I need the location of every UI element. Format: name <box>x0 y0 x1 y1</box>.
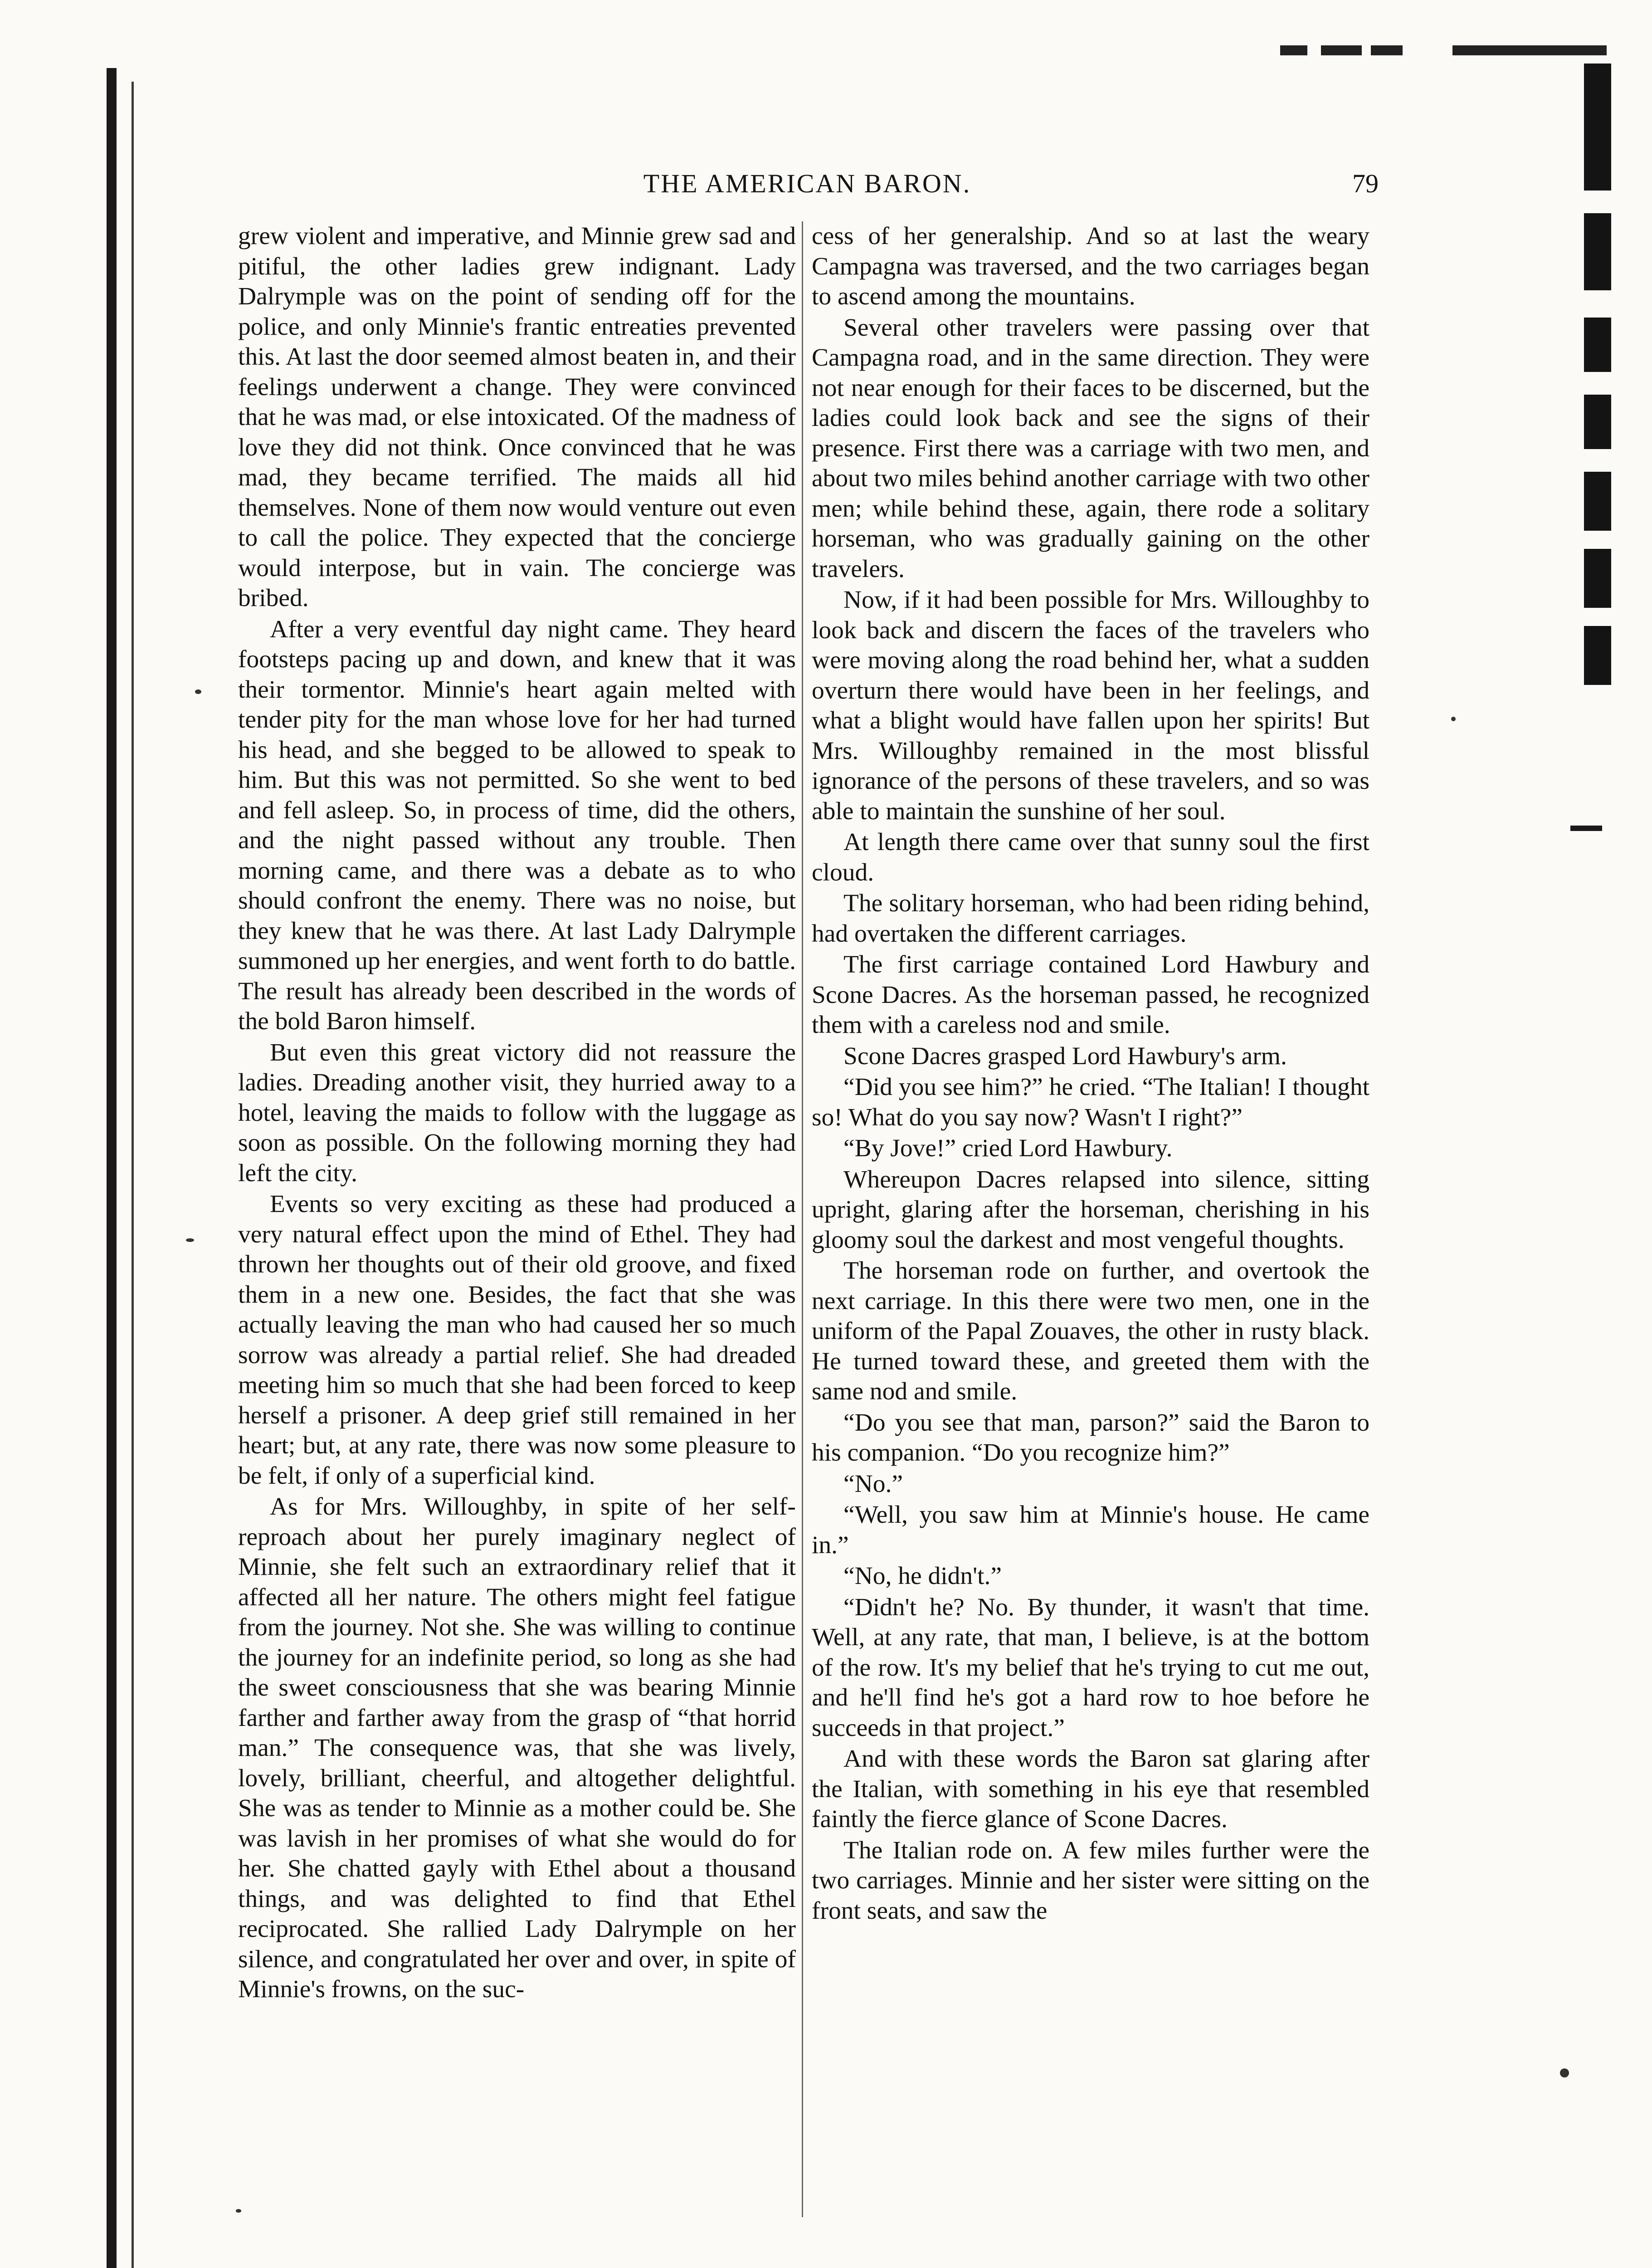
right-column <box>812 221 1369 1927</box>
scan-edge-marks-right <box>1579 64 1620 699</box>
left-column <box>238 221 796 2006</box>
scan-speck <box>186 1238 194 1242</box>
paragraph: Now, if it had been possible for Mrs. Willoughby to look back and discern the faces of the travelers who were moving along the road behind her, what a sudden overturn there would have been in her feelings, and what a blight would have fallen upon her spirits! But Mrs. Willoughby remained in the most blissful ignorance of the persons of these travelers, and so was able to maintain the sunshine of her soul. <box>812 586 1369 825</box>
dialogue-line: “Did you see him?” he cried. “The Italian! I thought so! What do you say now? Wasn't I right?” <box>812 1073 1369 1131</box>
paragraph: Several other travelers were passing over that Campagna road, and in the same direction. They were not near enough for their faces to be discerned, but the ladies could look back and see the signs of their presence. First there was a carriage with two men, and about two miles behind another carriage with two other men; while behind these, again, there rode a solitary horseman, who was gradually gaining on the other travelers. <box>812 313 1369 583</box>
paragraph: Scone Dacres grasped Lord Hawbury's arm. <box>843 1042 1287 1070</box>
dialogue-line: “No.” <box>843 1470 903 1498</box>
paragraph: Events so very exciting as these had produced a very natural effect upon the mind of Ethel. They had thrown her thoughts out of their old groove, and fixed them in a new one. Besides, the fact that she was actually leaving the man who had caused her so much sorrow was already a partial relief. She had dreaded meeting him so much that she had been forced to keep herself a prisoner. A deep grief still remained in her heart; but, at any rate, there was now some pleasure to be felt, if only of a superficial kind. <box>238 1190 796 1490</box>
scan-speck <box>1560 2068 1569 2077</box>
paragraph: The horseman rode on further, and overtook the next carriage. In this there were two men, one in the uniform of the Papal Zouaves, the other in rusty black. He turned toward these, and greeted them with the same nod and smile. <box>812 1257 1369 1405</box>
dialogue-line: “No, he didn't.” <box>843 1562 1002 1590</box>
column-divider <box>802 221 803 2217</box>
scan-speck <box>195 689 201 694</box>
paragraph: Whereupon Dacres relapsed into silence, sitting upright, glaring after the horseman, cherishing in his gloomy soul the darkest and most vengeful thoughts. <box>812 1165 1369 1254</box>
running-title: THE AMERICAN BARON. <box>643 169 971 198</box>
dialogue-line: “By Jove!” cried Lord Hawbury. <box>843 1134 1173 1162</box>
scan-edge-dash <box>1570 826 1602 831</box>
paragraph: The solitary horseman, who had been riding behind, had overtaken the different carriages. <box>812 890 1369 948</box>
scan-speck <box>1451 717 1456 721</box>
page-binding-line <box>132 82 134 2268</box>
dialogue-line: “Well, you saw him at Minnie's house. He came in.” <box>812 1501 1369 1559</box>
paragraph: And with these words the Baron sat glaring after the Italian, with something in his eye that resembled faintly the fierce glance of Scone Dacres. <box>812 1745 1369 1833</box>
page-number: 79 <box>1352 169 1379 198</box>
page-header <box>236 163 1379 204</box>
paragraph: The Italian rode on. A few miles further were the two carriages. Minnie and her sister were sitting on the front seats, and saw the <box>812 1836 1369 1925</box>
paragraph: As for Mrs. Willoughby, in spite of her self-reproach about her purely imaginary neglect of Minnie, she felt such an extraordinary relief that it affected all her nature. The others might feel fatigue from the journey. Not she. She was willing to continue the journey for an indefinite period, so long as she had the sweet consciousness that she was bearing Minnie farther and farther away from the grasp of “that horrid man.” The consequence was, that she was lively, lovely, brilliant, cheerful, and altogether delightful. She was as tender to Minnie as a mother could be. She was lavish in her promises of what she would do for her. She chatted gayly with Ethel about a thousand things, and was delighted to find that Ethel reciprocated. She rallied Lady Dalrymple on her silence, and congratulated her over and over, in spite of Minnie's frowns, on the suc- <box>238 1493 796 2003</box>
dialogue-line: “Do you see that man, parson?” said the Baron to his companion. “Do you recognize him?” <box>812 1408 1369 1466</box>
scan-speck <box>236 2209 241 2213</box>
dialogue-line: “Didn't he? No. By thunder, it wasn't that time. Well, at any rate, that man, I believe, is at the bottom of the row. It's my belief that he's trying to cut me out, and he'll find he's got a hard row to hoe before he succeeds in that project.” <box>812 1593 1369 1742</box>
paragraph: After a very eventful day night came. They heard footsteps pacing up and down, and knew that it was their tormentor. Minnie's heart again melted with tender pity for the man whose love for her had turned his head, and she begged to be allowed to speak to him. But this was not permitted. So she went to bed and fell asleep. So, in process of time, did the others, and the night passed without any trouble. Then morning came, and there was a debate as to who should confront the enemy. There was no noise, but they knew that he was there. At last Lady Dalrymple summoned up her energies, and went forth to do battle. The result has already been described in the words of the bold Baron himself. <box>238 615 796 1035</box>
paragraph: cess of her generalship. And so at last the weary Campagna was traversed, and the two carriages began to ascend among the mountains. <box>812 222 1369 310</box>
scan-edge-marks-top <box>1280 45 1607 58</box>
page-binding-shadow <box>107 68 117 2268</box>
paragraph: The first carriage contained Lord Hawbury and Scone Dacres. As the horseman passed, he recognized them with a careless nod and smile. <box>812 951 1369 1039</box>
paragraph: At length there came over that sunny soul the first cloud. <box>812 828 1369 886</box>
paragraph: grew violent and imperative, and Minnie grew sad and pitiful, the other ladies grew indignant. Lady Dalrymple was on the point of sending off for the police, and only Minnie's frantic entreaties prevented this. At last the door seemed almost beaten in, and their feelings underwent a change. They were convinced that he was mad, or else intoxicated. Of the madness of love they did not think. Once convinced that he was mad, they became terrified. The maids all hid themselves. None of them now would venture out even to call the police. They expected that the concierge would interpose, but in vain. The concierge was bribed. <box>238 222 796 612</box>
paragraph: But even this great victory did not reassure the ladies. Dreading another visit, they hurried away to a hotel, leaving the maids to follow with the luggage as soon as possible. On the following morning they had left the city. <box>238 1038 796 1187</box>
